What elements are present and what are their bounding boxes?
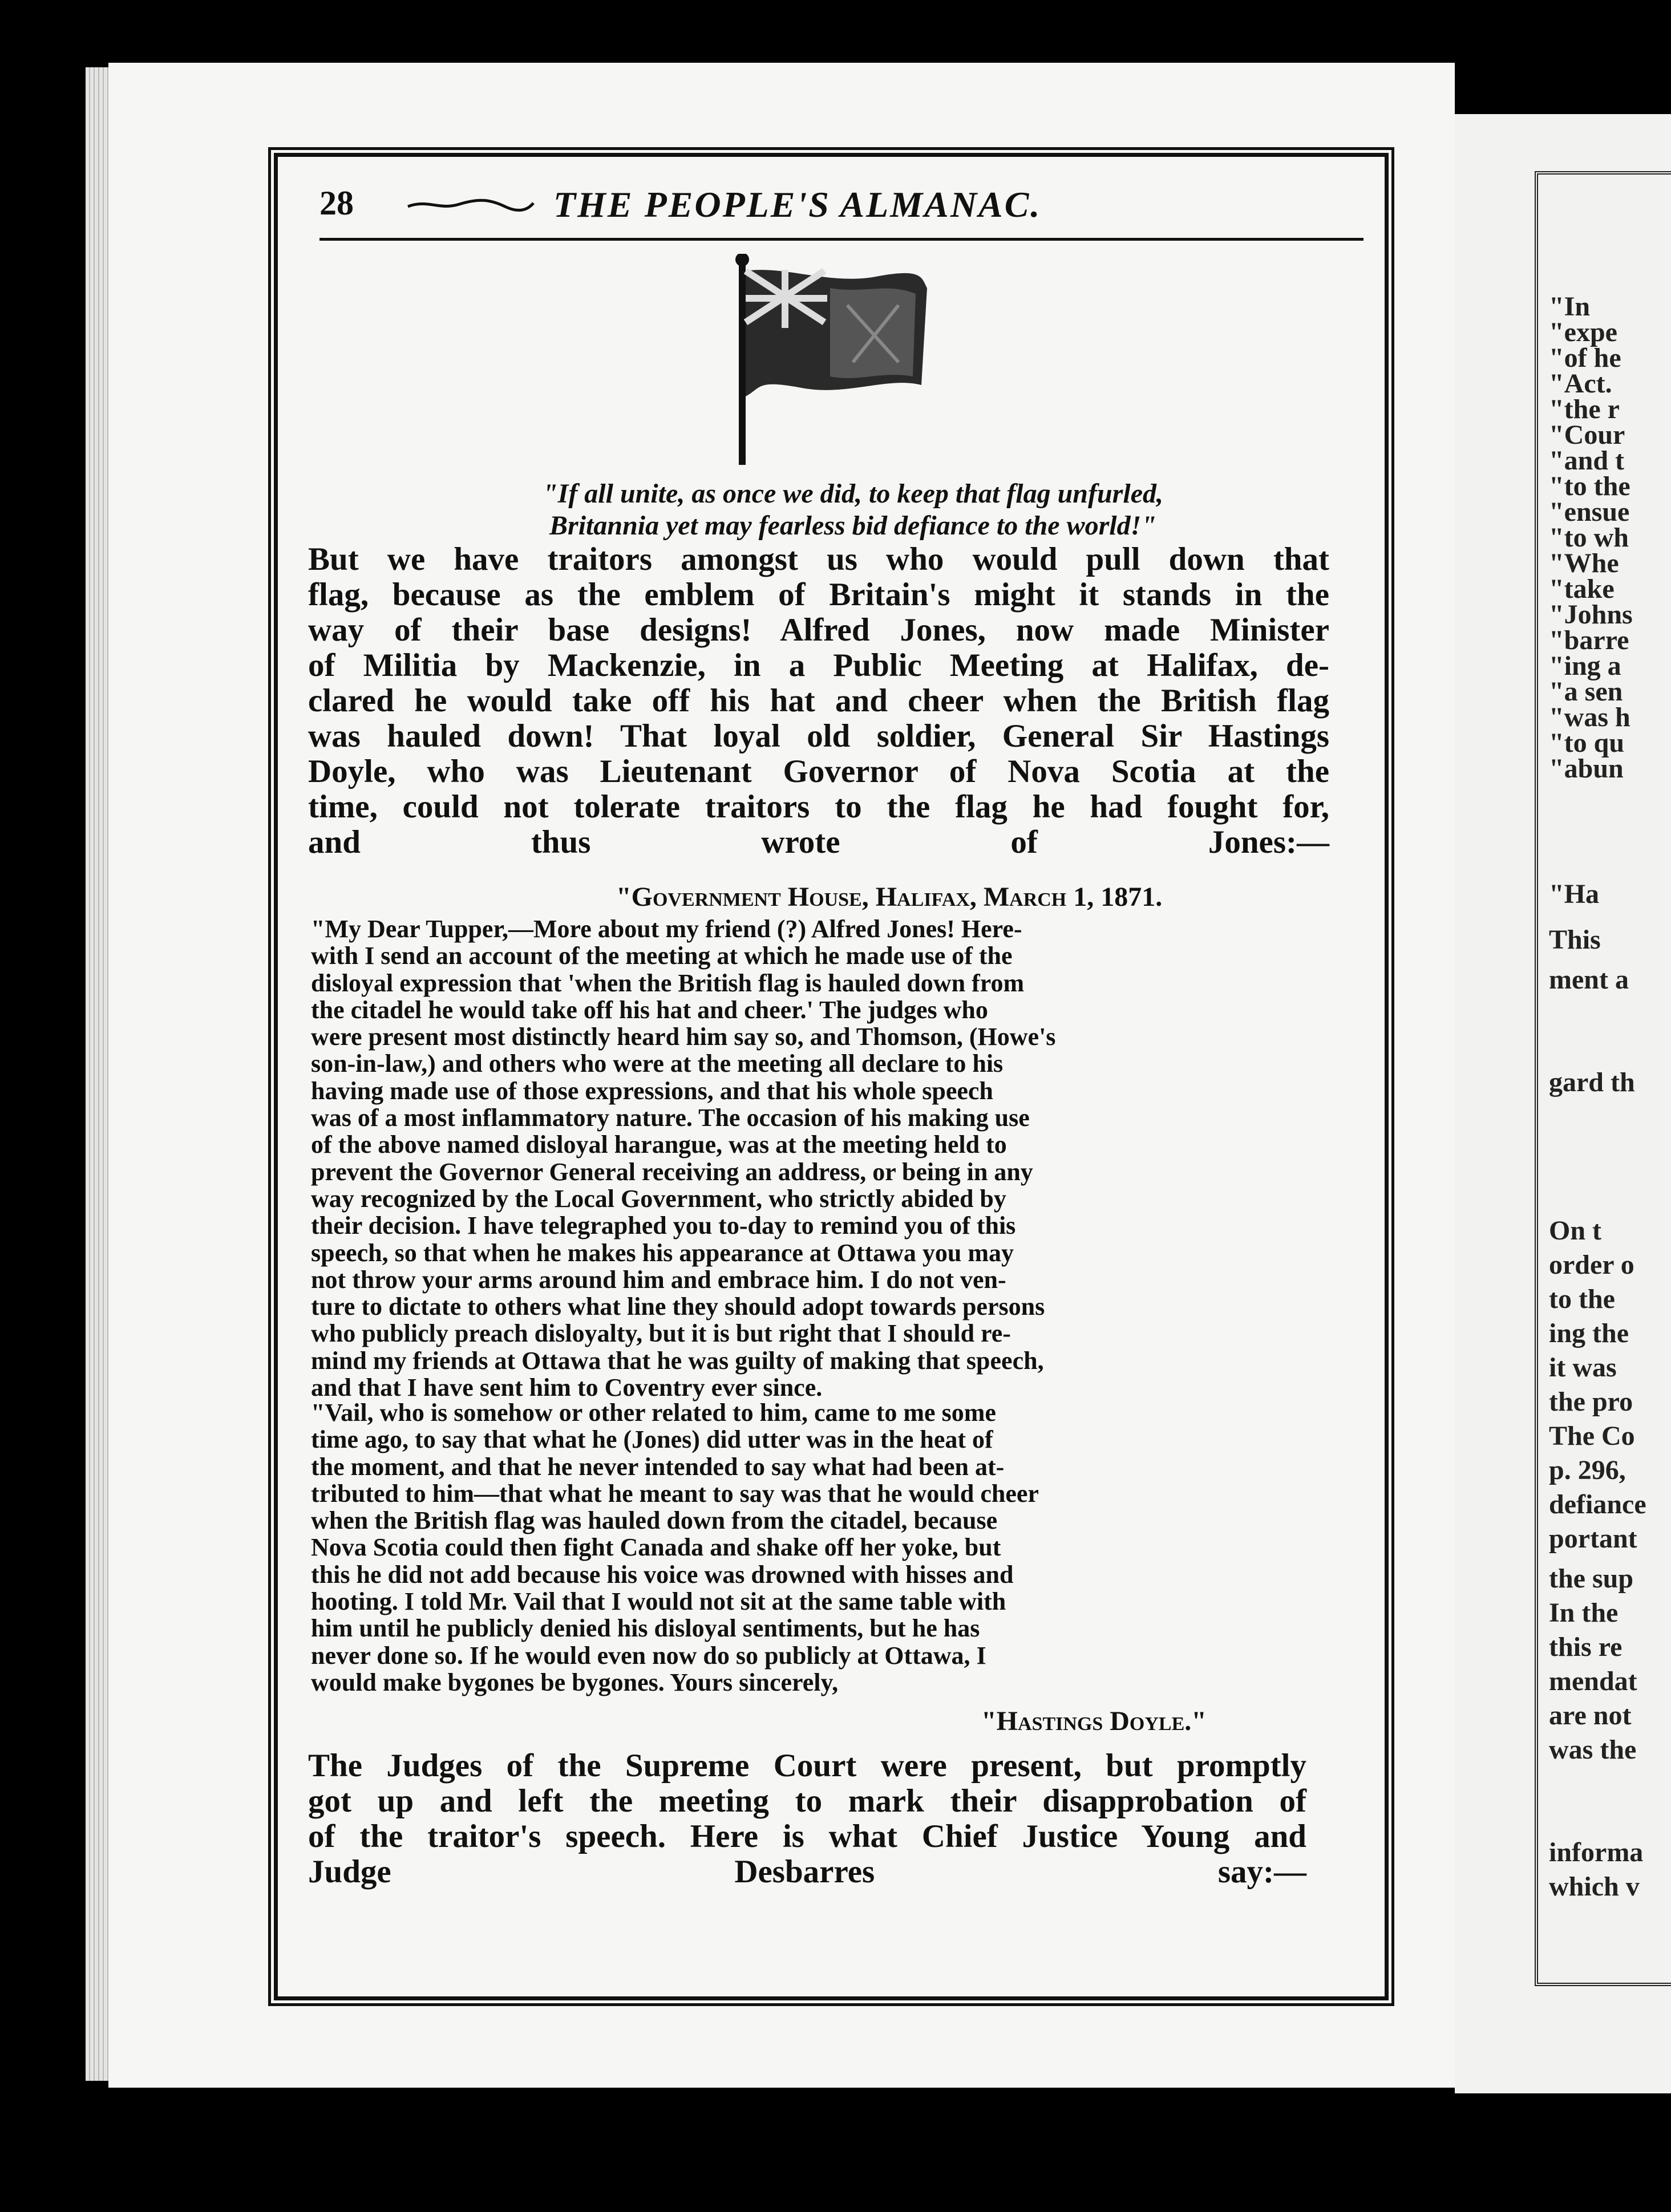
text-line: But we have traitors amongst us who would pull down that [308, 541, 1329, 577]
text-line: The Judges of the Supreme Court were present, but promptly [308, 1748, 1306, 1784]
right-page-fragment: "to wh [1549, 522, 1629, 553]
right-page-fragment: "expe [1549, 317, 1617, 347]
right-page-fragment: "was h [1549, 702, 1630, 732]
letter-line: hooting. I told Mr. Vail that I would not sit at the same table with [311, 1587, 1006, 1616]
text-line: and thus wrote of Jones:— [308, 824, 1329, 860]
epigraph [434, 478, 1272, 542]
letter-signature: "Hastings Doyle." [981, 1706, 1207, 1736]
letter-line: never done so. If he would even now do so publicly at Ottawa, I [311, 1641, 986, 1670]
right-page-fragment: The Co [1549, 1421, 1635, 1451]
text-line: flag, because as the emblem of Britain's might it stands in the [308, 577, 1329, 613]
letter-paragraph-1 [311, 915, 1332, 1401]
british-flag-icon [716, 254, 938, 471]
letter-paragraph-2 [311, 1399, 1332, 1696]
right-page-fragment: "of he [1549, 343, 1621, 373]
letter-line: the moment, and that he never intended to say what had been at- [311, 1452, 1005, 1481]
right-page-fragment: "barre [1549, 625, 1629, 655]
letter-line: with I send an account of the meeting at which he made use of the [311, 942, 1013, 970]
letter-dateline: "Government House, Halifax, March 1, 1871. [616, 882, 1163, 912]
letter-line: was of a most inflammatory nature. The occasion of his making use [311, 1104, 1030, 1132]
letter-line: him until he publicly denied his disloyal sentiments, but he has [311, 1614, 980, 1643]
right-page-fragment: "to qu [1549, 728, 1625, 758]
right-page-fragment: this re [1549, 1632, 1623, 1662]
letter-line: way recognized by the Local Government, who strictly abided by [311, 1184, 1006, 1213]
right-page-fragment: "to the [1549, 471, 1630, 501]
right-page-fragment: "and t [1549, 445, 1625, 476]
right-page-fragment: "Whe [1549, 548, 1619, 578]
running-title: THE PEOPLE'S ALMANAC. [553, 184, 1042, 225]
right-page-fragment: defiance [1549, 1489, 1646, 1520]
right-page-fragment: was the [1549, 1735, 1637, 1765]
right-page-fragment: "abun [1549, 753, 1624, 784]
right-page-fragment: are not [1549, 1700, 1632, 1731]
right-page-fragment: "Act. [1549, 368, 1612, 399]
letter-line: having made use of those expressions, and that his whole speech [311, 1076, 993, 1105]
letter-line: not throw your arms around him and embrace him. I do not ven- [311, 1265, 1006, 1294]
letter-line: this he did not add because his voice was drowned with hisses and [311, 1560, 1014, 1589]
right-page-fragment: "In [1549, 291, 1591, 322]
paragraph-judges [308, 1748, 1306, 1890]
letter-line: "Vail, who is somehow or other related to him, came to me some [311, 1399, 996, 1427]
letter-line: ture to dictate to others what line they should adopt towards persons [311, 1293, 1045, 1321]
right-page-fragment: "Ha [1549, 879, 1599, 909]
paragraph-intro [308, 542, 1329, 860]
page-number: 28 [319, 184, 354, 222]
letter-line: of the above named disloyal harangue, was at the meeting held to [311, 1131, 1007, 1159]
right-page-fragment: "take [1549, 574, 1615, 604]
epigraph-line: "If all unite, as once we did, to keep that flag unfurled, [542, 479, 1163, 509]
right-page-fragment: mendat [1549, 1666, 1637, 1696]
text-line: clared he would take off his hat and cheer when the British flag [308, 683, 1329, 719]
right-page-fragment: portant [1549, 1524, 1637, 1554]
text-line: way of their base designs! Alfred Jones, now made Minister [308, 612, 1329, 648]
text-line: time, could not tolerate traitors to the flag he had fought for, [308, 789, 1329, 825]
letter-line: time ago, to say that what he (Jones) did utter was in the heat of [311, 1425, 993, 1454]
letter-line: prevent the Governor General receiving an address, or being in any [311, 1157, 1033, 1186]
ornament-squiggle-icon [405, 196, 536, 213]
text-line: Doyle, who was Lieutenant Governor of Nova Scotia at the [308, 753, 1329, 789]
letter-line: speech, so that when he makes his appearance at Ottawa you may [311, 1238, 1014, 1267]
letter-line: were present most distinctly heard him say so, and Thomson, (Howe's [311, 1023, 1056, 1051]
right-page-fragment: gard th [1549, 1067, 1635, 1097]
right-page-fragment: to the [1549, 1284, 1615, 1314]
running-header [319, 184, 1363, 241]
text-line: of Militia by Mackenzie, in a Public Meeting at Halifax, de- [308, 647, 1329, 683]
letter-line: their decision. I have telegraphed you to-day to remind you of this [311, 1212, 1016, 1240]
right-page-fragment: "a sen [1549, 676, 1623, 707]
right-page-fragment: "Johns [1549, 599, 1633, 630]
letter-line: when the British flag was hauled down from the citadel, because [311, 1506, 998, 1535]
right-page-fragment: ing the [1549, 1318, 1629, 1348]
right-page-fragment: order o [1549, 1250, 1634, 1280]
right-page-fragment: "Cour [1549, 420, 1625, 450]
right-page-fragment: which v [1549, 1871, 1640, 1902]
right-page-fragment: ment a [1549, 965, 1629, 995]
right-page-fragment: This [1549, 925, 1601, 955]
right-page-fragment: "ensue [1549, 497, 1630, 527]
right-page-fragment: the pro [1549, 1387, 1633, 1417]
letter-line: Nova Scotia could then fight Canada and shake off her yoke, but [311, 1533, 1001, 1562]
letter-line: would make bygones be bygones. Yours sincerely, [311, 1668, 839, 1696]
letter-line: "My Dear Tupper,—More about my friend (?) Alfred Jones! Here- [311, 915, 1022, 943]
text-line: of the traitor's speech. Here is what Chief Justice Young and [308, 1818, 1306, 1854]
epigraph-line: Britannia yet may fearless bid defiance to the world!" [549, 511, 1156, 541]
text-line: was hauled down! That loyal old soldier, General Sir Hastings [308, 718, 1329, 754]
letter-line: son-in-law,) and others who were at the meeting all declare to his [311, 1050, 1004, 1078]
letter-line: tributed to him—that what he meant to say was that he would cheer [311, 1479, 1039, 1508]
right-page-fragment: "the r [1549, 394, 1620, 424]
letter-line: the citadel he would take off his hat and cheer.' The judges who [311, 995, 988, 1024]
letter-line: who publicly preach disloyalty, but it is but right that I should re- [311, 1319, 1011, 1348]
right-page-fragment: "ing a [1549, 651, 1621, 681]
right-page-fragment: it was [1549, 1352, 1617, 1383]
letter-line: mind my friends at Ottawa that he was guilty of making that speech, [311, 1346, 1044, 1375]
right-page-fragment: p. 296, [1549, 1455, 1626, 1485]
right-page-fragment: the sup [1549, 1563, 1634, 1594]
text-line: got up and left the meeting to mark their disapprobation of [308, 1783, 1306, 1819]
letter-line: and that I have sent him to Coventry ever since. [311, 1374, 823, 1402]
letter-line: disloyal expression that 'when the British flag is hauled down from [311, 969, 1025, 997]
right-page-fragment: On t [1549, 1216, 1602, 1246]
right-page-fragment: In the [1549, 1598, 1619, 1628]
text-line: Judge Desbarres say:— [308, 1854, 1306, 1890]
right-page-fragment: informa [1549, 1837, 1644, 1867]
